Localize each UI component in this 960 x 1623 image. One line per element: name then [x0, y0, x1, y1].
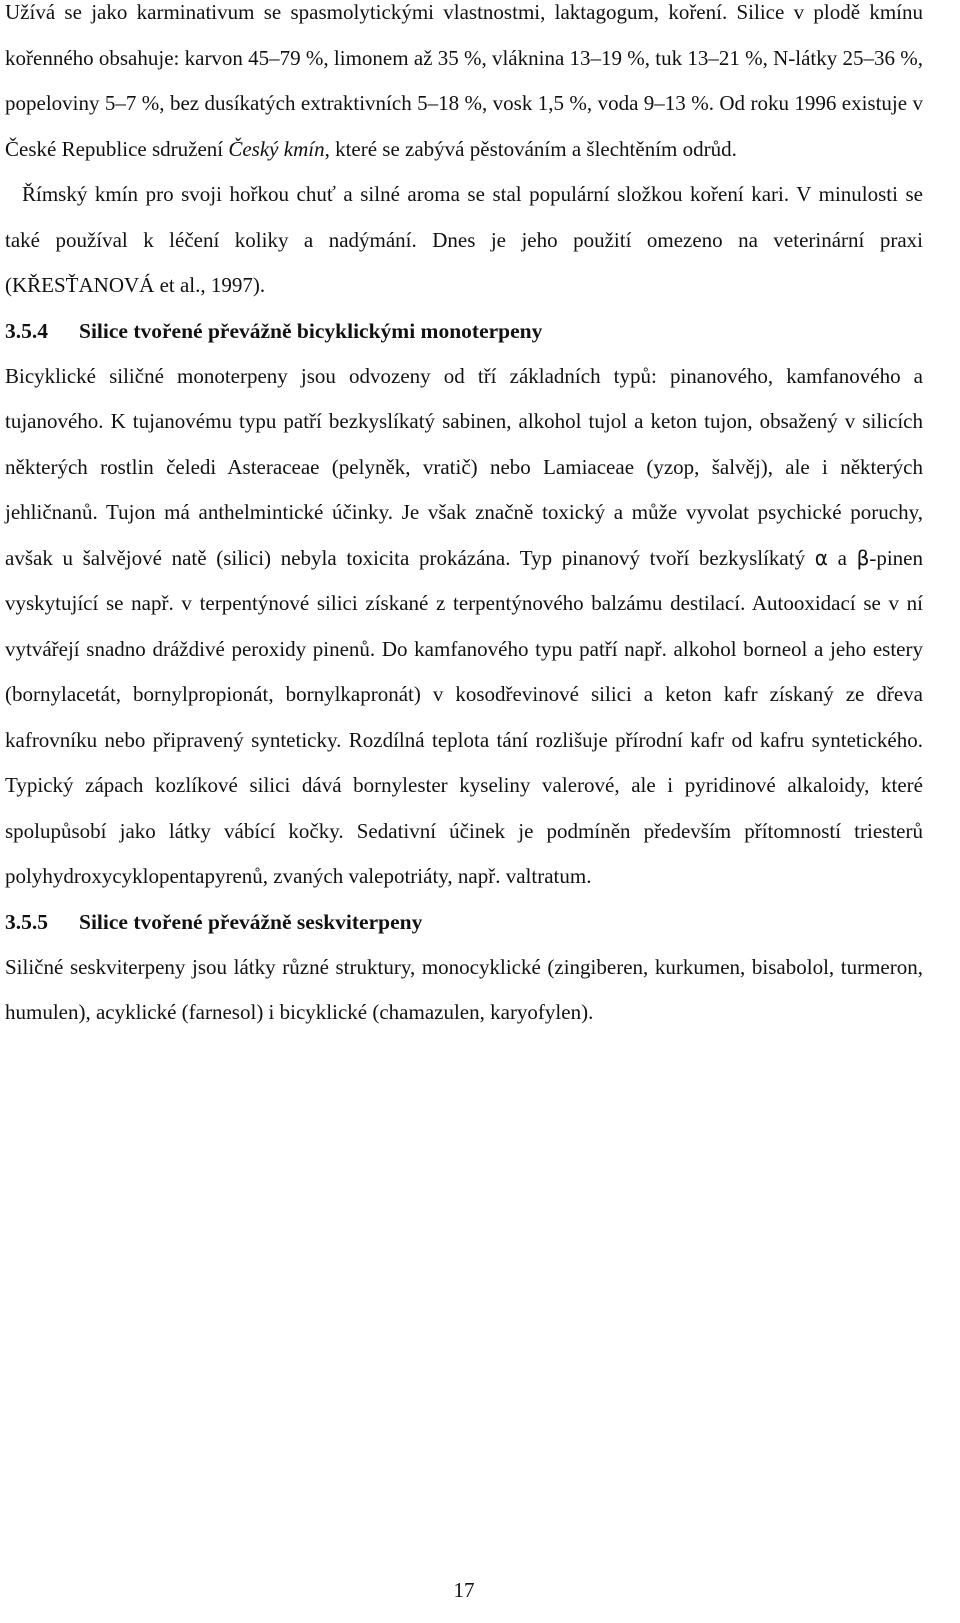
- paragraph-bicyklicke-monoterpeny: [5, 354, 923, 900]
- page-number: 17: [453, 1578, 475, 1602]
- paragraph-text: , které se zabývá pěstováním a šlechtěním odrůd.: [324, 136, 737, 161]
- section-title: Silice tvořené převážně bicyklickými monoterpeny: [79, 318, 543, 343]
- document-page: [5, 0, 923, 1036]
- paragraph-rimsky-kmin: Římský kmín pro svoji hořkou chuť a silné aroma se stal populární složkou koření kari. V minulosti se také používal k léčení koliky a nadýmání. Dnes je jeho použití omezeno na veterinární praxi (KŘESŤANOVÁ et al., 1997).: [5, 182, 923, 297]
- paragraph-kmin-silice: [5, 0, 923, 172]
- section-number: 3.5.4: [5, 318, 48, 343]
- paragraph-text: Bicyklické siličné monoterpeny jsou odvozeny od tří základních typů: pinanového, kamfanového a tujanového. K tujanovému typu patří bezkyslíkatý sabinen, alkohol tujol a keton tujon, obsažený v silicích některých rostlin čeledi Asteraceae (pelyněk, vratič) nebo Lamiaceae (yzop, šalvěj), ale i některých jehličnanů. Tujon má anthelmintické účinky. Je však značně toxický a může vyvolat psychické poruchy, avšak u šalvějové natě (silici) nebyla toxicita prokázána. Typ pinanový tvoří bezkyslíkatý: [5, 363, 923, 570]
- italic-term: Český kmín: [228, 136, 325, 161]
- paragraph-seskviterpeny: Siličné seskviterpeny jsou látky různé struktury, monocyklické (zingiberen, kurkumen, bisabolol, turmeron, humulen), acyklické (farnesol) i bicyklické (chamazulen, karyofylen).: [5, 954, 923, 1024]
- alpha-symbol: α: [814, 545, 828, 570]
- paragraph-text: -pinen vyskytující se např. v terpentýnové silici získané z terpentýnového balzámu destilací. Autooxidací se v ní vytvářejí snadno dráždivé peroxidy pinenů. Do kamfanového typu patří např. alkohol borneol a jeho estery (bornylacetát, bornylpropionát, bornylkapronát) v kosodřevinové silici a keton kafr získaný ze dřeva kafrovníku nebo připravený synteticky. Rozdílná teplota tání rozlišuje přírodní kafr od kafru syntetického. Typický zápach kozlíkové silici dává bornylester kyseliny valerové, ale i pyridinové alkaloidy, které spolupůsobí jako látky vábící kočky. Sedativní účinek je podmíněn především přítomností triesterů polyhydroxycyklopentapyrenů, zvaných valepotriáty, např. valtratum.: [5, 545, 923, 888]
- paragraph-text: Užívá se jako karminativum se spasmolytickými vlastnostmi, laktagogum, koření. Silice v plodě kmínu kořenného obsahuje: karvon 45‒79 %, limonem až 35 %, vláknina 13‒19 %, tuk 13‒21 %, N-látky 25‒36 %, popeloviny 5‒7 %, bez dusíkatých extraktivních 5‒18 %, vosk 1,5 %, voda 9‒13 %. Od roku 1996 existuje v České Republice sdružení: [5, 0, 923, 161]
- section-number: 3.5.5: [5, 909, 48, 934]
- paragraph-text: a: [827, 545, 857, 570]
- section-heading-3-5-5: [5, 900, 923, 945]
- section-heading-3-5-4: [5, 309, 923, 354]
- beta-symbol: β: [856, 545, 870, 570]
- section-title: Silice tvořené převážně seskviterpeny: [79, 909, 423, 934]
